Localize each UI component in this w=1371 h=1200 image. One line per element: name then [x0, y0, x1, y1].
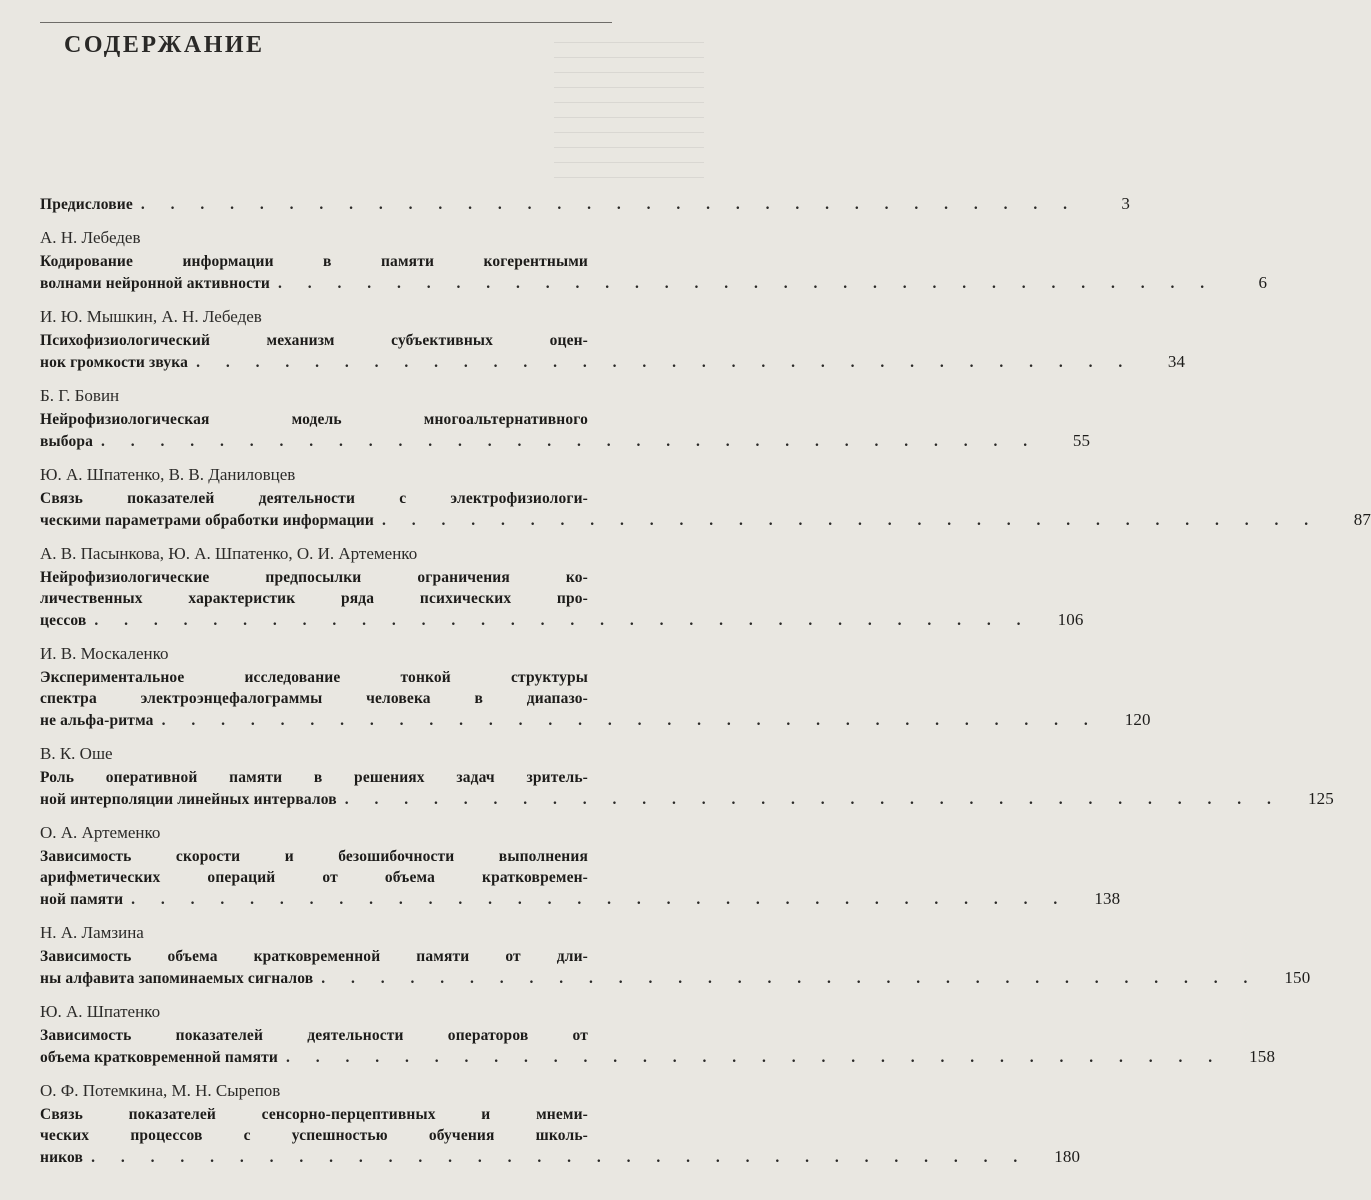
entry-title-line: цессов [40, 612, 87, 629]
entry-author: А. В. Пасынкова, Ю. А. Шпатенко, О. И. Артеменко [40, 544, 418, 563]
dot-leader: . . . . . . . . . . . . . . . . . . . . . . . . . . . . . . . . [101, 433, 1039, 450]
page-number: 87 [1353, 510, 1371, 529]
entry-author: Ю. А. Шпатенко, В. В. Даниловцев [40, 465, 296, 484]
page-number: 158 [1249, 1047, 1276, 1066]
entry-last-line [40, 1046, 1276, 1068]
entry-last-line [40, 430, 1091, 452]
entry-title-line: ников [40, 1149, 84, 1166]
page-number: 55 [1072, 431, 1091, 450]
entry-title-line: Зависимость скорости и безошибочности выполнения [40, 848, 588, 865]
entry-author: Б. Г. Бовин [40, 386, 120, 405]
entry-title-line: Связь показателей сенсорно-перцептивных и мнеми- [40, 1106, 588, 1123]
entry-last-line [40, 272, 1268, 294]
entry-title-line: выбора [40, 433, 94, 450]
page-number: 34 [1167, 352, 1186, 371]
dot-leader: . . . . . . . . . . . . . . . . . . . . . . . . . . . . . . . . [196, 354, 1134, 371]
entry-title-line: Нейрофизиологическая модель многоальтернативного [40, 411, 588, 428]
page-number: 138 [1094, 889, 1121, 908]
dot-leader: . . . . . . . . . . . . . . . . . . . . . . . . . . . . . . . . [94, 612, 1032, 629]
page-number: 106 [1057, 610, 1084, 629]
dot-leader: . . . . . . . . . . . . . . . . . . . . . . . . . . . . . . . . [381, 512, 1320, 529]
page-number: 6 [1258, 273, 1268, 292]
toc-entry [40, 743, 1334, 810]
entry-title-line: не альфа-ритма [40, 712, 154, 729]
dot-leader: . . . . . . . . . . . . . . . . . . . . . . . . . . . . . . . . [131, 891, 1069, 908]
entry-title-line: Психофизиологический механизм субъективных оцен- [40, 332, 588, 349]
entry-author: О. А. Артеменко [40, 823, 161, 842]
toc-entry [40, 543, 1084, 631]
dot-leader: . . . . . . . . . . . . . . . . . . . . . . . . . . . . . . . . [344, 791, 1282, 808]
entry-title-line: спектра электроэнцефалограммы человека в диапазо- [40, 690, 588, 707]
table-of-contents [40, 193, 1371, 1180]
entry-title-line: ческих процессов с успешностью обучения школь- [40, 1127, 588, 1144]
entry-last-line [40, 609, 1084, 631]
page-title: СОДЕРЖАНИЕ [64, 32, 265, 58]
page-number: 125 [1307, 789, 1334, 808]
top-rule [40, 22, 612, 23]
entry-author: А. Н. Лебедев [40, 228, 141, 247]
entry-title-line: Роль оперативной памяти в решениях задач зритель- [40, 769, 588, 786]
entry-title-line: ной памяти [40, 891, 124, 908]
entry-last-line [40, 709, 1151, 731]
entry-last-line [40, 509, 1371, 531]
entry-author: О. Ф. Потемкина, М. Н. Сырепов [40, 1081, 281, 1100]
entry-title-line: волнами нейронной активности [40, 275, 270, 292]
dot-leader: . . . . . . . . . . . . . . . . . . . . . . . . . . . . . . . . [140, 196, 1079, 213]
toc-entry [40, 1001, 1276, 1068]
entry-author: И. В. Москаленко [40, 644, 169, 663]
toc-entry [40, 227, 1268, 294]
dot-leader: . . . . . . . . . . . . . . . . . . . . . . . . . . . . . . . . [277, 275, 1216, 292]
dot-leader: . . . . . . . . . . . . . . . . . . . . . . . . . . . . . . . . [91, 1149, 1029, 1166]
toc-entry [40, 822, 1121, 910]
entry-title-line: Связь показателей деятельности с электрофизиологи- [40, 490, 588, 507]
entry-last-line [40, 967, 1311, 989]
entry-author: И. Ю. Мышкин, А. Н. Лебедев [40, 307, 262, 326]
entry-title-line: Предисловие [40, 196, 133, 213]
toc-entry [40, 464, 1371, 531]
entry-last-line [40, 788, 1334, 810]
page-number: 120 [1124, 710, 1151, 729]
entry-title-line: Зависимость показателей деятельности операторов от [40, 1027, 588, 1044]
entry-title-line: арифметических операций от объема кратковремен- [40, 869, 588, 886]
toc-entry [40, 385, 1091, 452]
entry-author: Ю. А. Шпатенко [40, 1002, 161, 1021]
entry-title-line: Зависимость объема кратковременной памяти от дли- [40, 948, 588, 965]
bleed-through-text [554, 28, 704, 188]
entry-title-line: ны алфавита запоминаемых сигналов [40, 970, 314, 987]
page-number: 3 [1121, 194, 1131, 213]
dot-leader: . . . . . . . . . . . . . . . . . . . . . . . . . . . . . . . . [285, 1049, 1224, 1066]
entry-title-line: Экспериментальное исследование тонкой структуры [40, 669, 588, 686]
toc-entry [40, 193, 1131, 215]
entry-author: В. К. Оше [40, 744, 113, 763]
entry-last-line [40, 1146, 1081, 1168]
dot-leader: . . . . . . . . . . . . . . . . . . . . . . . . . . . . . . . . [161, 712, 1099, 729]
dot-leader: . . . . . . . . . . . . . . . . . . . . . . . . . . . . . . . . [321, 970, 1259, 987]
page-number: 180 [1054, 1147, 1081, 1166]
toc-entry [40, 1080, 1081, 1168]
entry-title-line: объема кратковременной памяти [40, 1049, 278, 1066]
toc-entry [40, 922, 1311, 989]
entry-title-line: личественных характеристик ряда психических про- [40, 590, 588, 607]
entry-title-line: Кодирование информации в памяти когерентными [40, 253, 588, 270]
toc-entry [40, 306, 1186, 373]
entry-last-line [40, 351, 1186, 373]
entry-title-line: ческими параметрами обработки информации [40, 512, 374, 529]
toc-entry [40, 643, 1151, 731]
page-number: 150 [1284, 968, 1311, 987]
entry-last-line [40, 888, 1121, 910]
entry-title-line: нок громкости звука [40, 354, 189, 371]
entry-title-line: Нейрофизиологические предпосылки ограничения ко- [40, 569, 588, 586]
entry-author: Н. А. Ламзина [40, 923, 144, 942]
entry-last-line [40, 193, 1131, 215]
entry-title-line: ной интерполяции линейных интервалов [40, 791, 337, 808]
